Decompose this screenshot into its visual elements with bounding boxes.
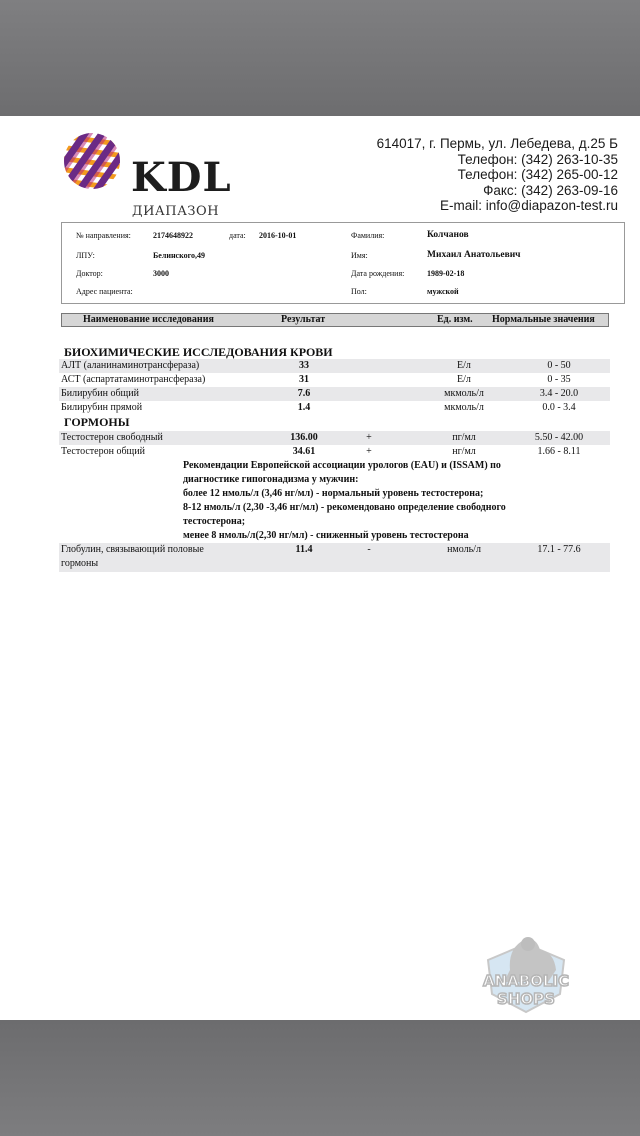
brand-name: KDL xyxy=(131,154,232,201)
viewer-background-bottom xyxy=(0,1020,640,1136)
test-name: АЛТ (аланинаминотрансфераза) xyxy=(61,360,200,371)
test-name: АСТ (аспартатаминотрансфераза) xyxy=(61,374,206,385)
test-flag: + xyxy=(366,432,372,443)
header-norm: Нормальные значения xyxy=(492,314,595,325)
address-label: Адрес пациента: xyxy=(76,287,133,296)
name-label: Имя: xyxy=(351,251,368,260)
test-unit: Е/л xyxy=(457,360,471,371)
sex-value: мужской xyxy=(427,287,459,296)
test-norm: 5.50 - 42.00 xyxy=(534,432,584,443)
test-name: Тестостерон общий xyxy=(61,446,145,457)
date-value: 2016-10-01 xyxy=(259,231,297,240)
test-result: 34.61 xyxy=(292,446,316,457)
test-unit: мкмоль/л xyxy=(444,388,484,399)
test-norm: 0 - 50 xyxy=(547,360,571,371)
header-result: Результат xyxy=(281,314,326,325)
test-name: Тестостерон свободный xyxy=(61,432,163,443)
lpu-value: Белинского,49 xyxy=(153,251,206,260)
anabolic-shops-watermark-icon xyxy=(474,930,578,1016)
dob-label: Дата рождения: xyxy=(351,269,405,278)
patient-info-box xyxy=(61,222,625,304)
dob-value: 1989-02-18 xyxy=(427,269,465,278)
table-row xyxy=(59,431,610,445)
test-unit: нмоль/л xyxy=(447,544,481,555)
test-result: 11.4 xyxy=(295,544,313,555)
note-line: более 12 нмоль/л (3,46 нг/мл) - нормальный уровень тестостерона; xyxy=(183,488,484,499)
lab-address: 614017, г. Пермь, ул. Лебедева, д.25 Б xyxy=(376,136,618,151)
referral-value: 2174648922 xyxy=(153,231,193,240)
test-name: Билирубин общий xyxy=(61,388,139,399)
test-unit: пг/мл xyxy=(452,432,476,443)
table-row xyxy=(59,359,610,373)
surname-label: Фамилия: xyxy=(351,231,385,240)
test-flag: + xyxy=(366,446,372,457)
brand-subtitle: ДИАПАЗОН xyxy=(132,204,220,219)
lab-report-page xyxy=(0,116,640,1020)
lab-phone-1: Телефон: (342) 263-10-35 xyxy=(457,151,618,167)
lab-contacts xyxy=(377,136,618,214)
test-norm: 1.66 - 8.11 xyxy=(537,446,581,457)
test-name: Билирубин прямой xyxy=(61,402,143,413)
section-title-hormones: ГОРМОНЫ xyxy=(64,415,130,429)
header-unit: Ед. изм. xyxy=(437,314,473,325)
test-unit: Е/л xyxy=(457,374,471,385)
test-name-line1: Глобулин, связывающий половые xyxy=(61,544,204,555)
referral-label: № направления: xyxy=(76,231,131,240)
test-norm: 0.0 - 3.4 xyxy=(542,402,576,413)
test-result: 7.6 xyxy=(297,388,311,399)
note-line: диагностике гипогонадизма у мужчин: xyxy=(183,474,359,485)
viewer-background-top xyxy=(0,0,640,116)
note-line: тестостерона; xyxy=(183,516,246,527)
test-norm: 0 - 35 xyxy=(547,374,571,385)
date-label: дата: xyxy=(229,231,246,240)
test-unit: мкмоль/л xyxy=(444,402,484,413)
watermark-line1: ANABOLIC xyxy=(482,972,570,990)
test-result: 1.4 xyxy=(297,402,311,413)
doctor-label: Доктор: xyxy=(76,269,103,278)
section-title-biochemistry: БИОХИМИЧЕСКИЕ ИССЛЕДОВАНИЯ КРОВИ xyxy=(64,345,333,359)
table-row xyxy=(59,387,610,401)
lab-fax: Факс: (342) 263-09-16 xyxy=(483,182,618,198)
sex-label: Пол: xyxy=(351,287,367,296)
note-line: 8-12 нмоль/л (2,30 -3,46 нг/мл) - рекомендовано определение свободного xyxy=(183,502,506,513)
table-row xyxy=(59,543,610,572)
test-name-line2: гормоны xyxy=(61,558,99,569)
test-norm: 3.4 - 20.0 xyxy=(539,388,579,399)
note-line: Рекомендации Европейской ассоциации урологов (EAU) и (ISSAM) по xyxy=(183,460,501,471)
header-name: Наименование исследования xyxy=(83,314,214,325)
test-unit: нг/мл xyxy=(452,446,476,457)
doctor-value: 3000 xyxy=(153,269,169,278)
test-result: 136.00 xyxy=(290,432,318,443)
test-flag: - xyxy=(367,544,371,555)
lab-phone-2: Телефон: (342) 265-00-12 xyxy=(457,167,618,182)
lpu-label: ЛПУ: xyxy=(76,251,95,260)
test-norm: 17.1 - 77.6 xyxy=(537,544,581,555)
testosterone-recommendations-note xyxy=(183,459,543,543)
surname-value: Колчанов xyxy=(427,230,469,240)
table-row xyxy=(59,401,610,415)
test-result: 33 xyxy=(299,360,309,371)
table-row xyxy=(59,445,610,459)
note-line: менее 8 нмоль/л(2,30 нг/мл) - сниженный уровень тестостерона xyxy=(183,530,469,541)
results-table-header xyxy=(61,313,609,327)
test-result: 31 xyxy=(299,374,309,385)
kdl-logo-icon xyxy=(63,132,121,190)
lab-email: E-mail: info@diapazon-test.ru xyxy=(439,198,618,213)
watermark-line2: SHOPS xyxy=(497,990,555,1008)
name-value: Михаил Анатольевич xyxy=(427,250,521,260)
table-row xyxy=(59,373,610,387)
